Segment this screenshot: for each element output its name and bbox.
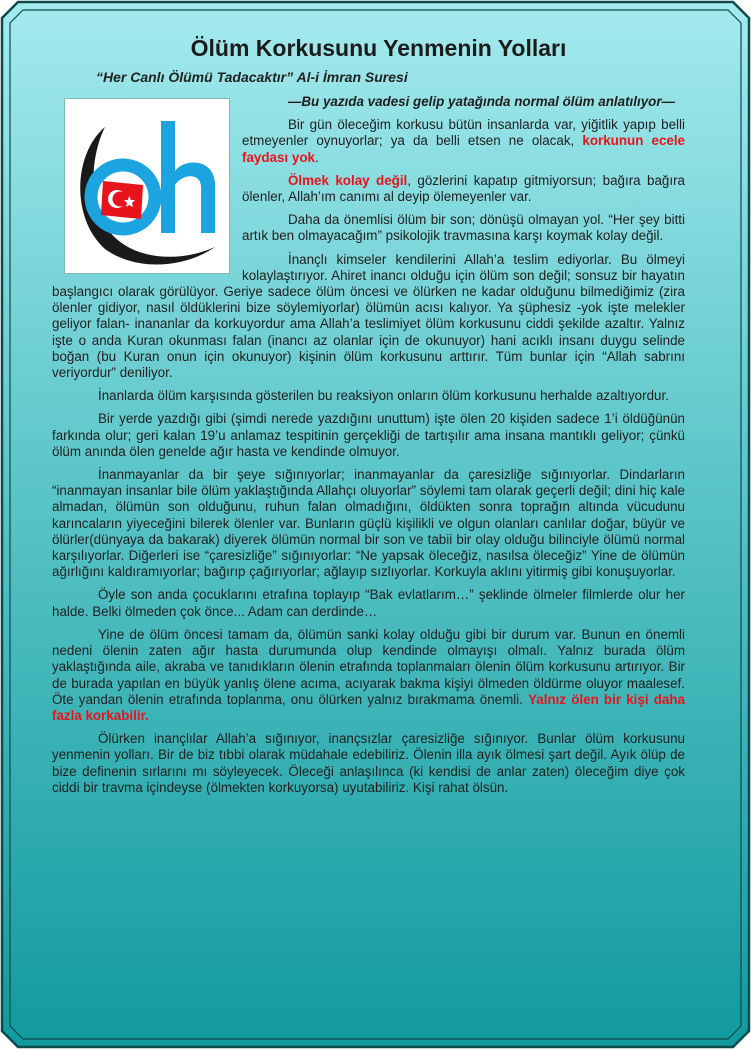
oh-logo-with-turkish-flag-icon [65,99,229,273]
article-subtitle: “Her Canlı Ölümü Tadacaktır” Al-i İmran Suresi [96,69,408,85]
paragraph-10: Ölürken inançlılar Allah’a sığınıyor, inançsızlar çaresizliğe sığınıyor. Bunlar ölüm korkusunu yenmenin yolları. Bir de biz tıbbi olarak müdahale edebiliriz. Ölenin illa ayık ölmesi şart değil. Ayık ölüp de bize definenin sırlarını mı söyleyecek. Öleceği anlaşılınca (ki kendisi de anlar zaten) öleceğim diye çok ciddi bir travma içindeyse (ölmekten korkuyorsa) uyutabiliriz. Kişi rahat ölsün. [52,731,685,795]
article-title: Ölüm Korkusunu Yenmenin Yolları [190,35,567,61]
paragraph-1-highlight: korkunun ecele faydası yok [242,133,686,165]
article-lead: —Bu yazıda vadesi gelip yatağında normal ölüm anlatılıyor— [288,94,675,109]
paragraph-8: Öyle son anda çocuklarını etrafına toplayıp “Bak evlatlarım…” şeklinde ölmeler filmlerde olur her halde. Belki ölmeden çok önce... Adam can derdinde… [52,587,685,619]
paragraph-3: Daha da önemlisi ölüm bir son; dönüşü olmayan yol. “Her şey bitti artık ben olmayacağım” psikolojik travmasına karşı koymak kolay değil. [242,212,685,244]
logo [64,98,230,274]
paragraph-9 [52,627,685,724]
paragraph-9-highlight: Yalnız ölen bir kişi daha fazla korkabilir. [52,691,685,723]
article [52,34,685,803]
paragraph-1-text: Bir gün öleceğim korkusu bütün insanlarda var, yiğitlik yapıp belli etmeyenler oynuyorlar; ya da belli etsen ne olacak, [242,117,685,149]
paragraph-1-end: . [314,149,319,165]
paragraph-7: İnanmayanlar da bir şeye sığınıyorlar; inanmayanlar da çaresizliğe sığınıyorlar. Dindarların “inanmayan insanlar bile ölüm yaklaştığında Allahçı oluyorlar” söylemi tam olarak geçerli değil; dini hiç kale almadan, ölümün son olduğunu, ruhun falan olmadığını, öldükten sonra toprağın altında vücudunu karıncaların yiyeceğini bilerek ölenler var. Bunların güçlü kişilikli ve olgun olanları canlılar doğar, büyür ve ölürler(dünyaya da bakarak) diyerek ölümün normal bir son ve tabii bir olay olduğu bilinciyle ölümü normal karşılıyorlar. Diğerleri ise “çaresizliğe” sığınıyorlar: “Ne yapsak öleceğiz, nasılsa öleceğiz” Yine de ölümün ağırlığını kaldıramıyorlar; bağırıp çağırıyorlar; ağlayıp sızlıyorlar. Korkuyla aklını yitirmiş gibi konuşuyorlar. [52,467,685,580]
paragraph-6: Bir yerde yazdığı gibi (şimdi nerede yazdığını unuttum) işte ölen 20 kişiden sadece 1’i öldüğünün farkında olur; geri kalan 19’u anlamaz tespitinin gerçekliği de tartışılır ama insana mantıklı geliyor; çünkü ölüm anında ölen genelde ağır hasta ve kendinde olmuyor. [52,411,685,459]
paragraph-9-text: Yine de ölüm öncesi tamam da, ölümün sanki kolay olduğu gibi bir durum var. Bunun en önemli nedeni ölenin zaten ağır hasta durumunda olup kendinde olmayışı olmalı. Yalnız burada ölüm yaklaştığında aile, akraba ve tanıdıkların ölenin etrafında toplanmaları ölenin ölüm korkusunu artırıyor. Bir de burada yapılan en büyük yanlış ölene acıma, acıyarak bakma kişiyi ölmeden öldürme oluyor maalesef. Öte yandan ölenin etrafında toplanma, onu ölürken yalnız bırakmama önemli. [52,626,685,707]
paragraph-2-text: , gözlerini kapatıp gitmiyorsun; bağıra bağıra ölenler, Allah’ım canımı al deyip ölemeyenler var. [242,172,685,205]
paragraph-4: İnançlı kimseler kendilerini Allah’a teslim ediyorlar. Bu ölmeyi kolaylaştırıyor. Ahiret inancı olduğu için ölüm son değil; sonsuz bir hayatın başlangıcı olarak görülüyor. Geriye sadece ölüm öncesi ve ölürken ne kadar olduğunu bilmediğimiz (zira ölenler gidiyor, nasıl öldüklerini bize söylemiyorlar) ölümün acısı kalıyor. Ya şüphesiz -yok işte melekler geliyor falan- inananlar da korkuyordur ama Allah’a teslimiyet ölüm korkusunu ciddi şekilde azaltır. Yalnız işte o anda Kuran okunması falan (inancı az olanlar için de okunuyor) hani acıklı insanı duygu selinde boğan (bu Kuran onun için okunuyor) kişinin ölüm korkusunu arttırır. Tüm bunlar için “Allah sabrını veriyordur” deniliyor. [52,251,685,381]
paragraph-5: İnanlarda ölüm karşısında gösterilen bu reaksiyon onların ölüm korkusunu herhalde azaltıyordur. [98,388,669,404]
paragraph-2-highlight: Ölmek kolay değil [288,172,408,188]
